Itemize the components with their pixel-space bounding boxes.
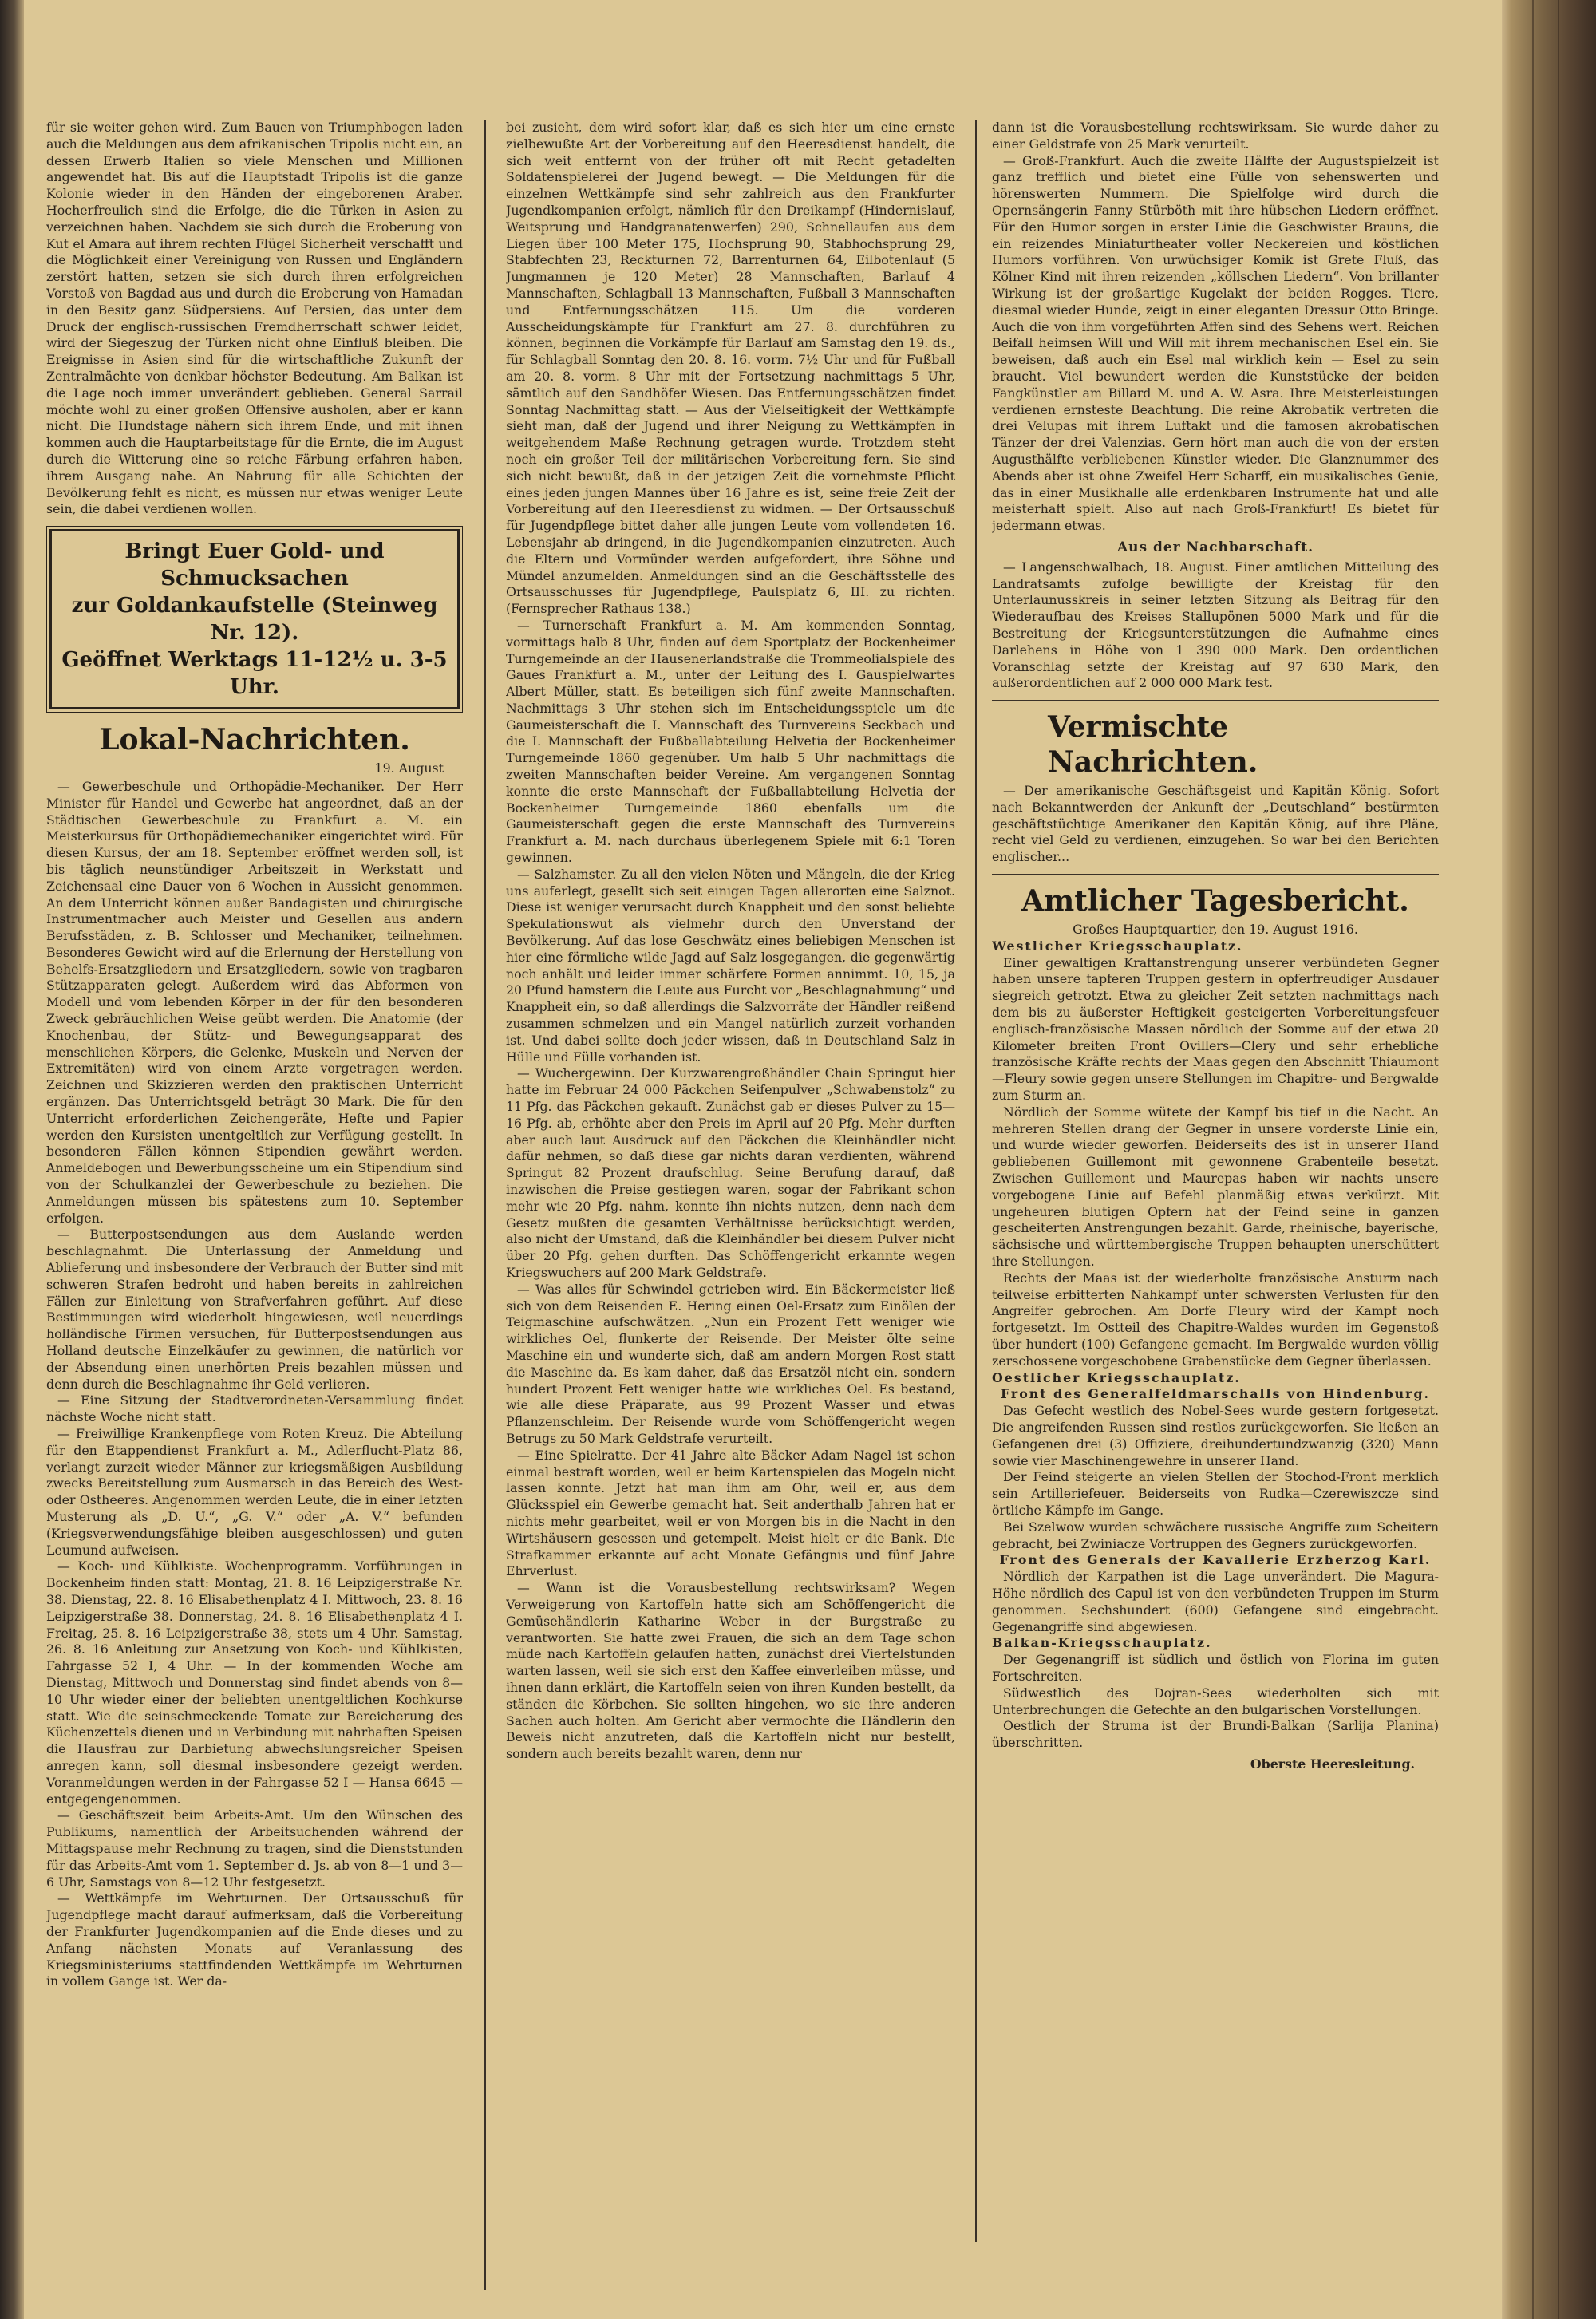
column-2 xyxy=(506,120,955,2282)
article-arbeitsamt: — Geschäftszeit beim Arbeits-Amt. Um den Wünschen des Publikums, namentlich der Arbeitsuchenden während der Mittagspause mehr Rechnung zu tragen, sind die Dienststunden für das Arbeits-Amt vom 1. September d. Js. ab von 8—1 und 3—6 Uhr, Samstags von 8—12 Uhr festgesetzt. xyxy=(46,1807,463,1890)
article-text: für sie weiter gehen wird. Zum Bauen von Triumphbogen laden auch die Meldungen aus dem afrikanischen Tripolis nicht ein, an dessen Erwerb Italien so viele Menschen und Millionen angewendet hat. Bis auf die Hauptstadt Tripolis ist die ganze Kolonie wieder in den Händen der eingeborenen Araber. Hocherfreulich sind die Erfolge, die die Türken in Asien zu verzeichnen haben. Nachdem sie sich durch die Eroberung von Kut el Amara auf ihrem rechten Flügel Sicherheit verschafft und die Möglichkeit einer Vereinigung von Russen und Engländern zerstört hatten, setzen sie sich durch ihren erfolgreichen Vorstoß von Bagdad aus und durch die Eroberung von Hamadan in den Besitz ganz Südpersiens. Auf Persien, das unter dem Druck der englisch-russischen Fremdherrschaft schwer leidet, wird der Siegeszug der Türken nicht ohne Einfluß bleiben. Die Ereignisse in Asien sind für die wirtschaftliche Zukunft der Zentralmächte von denkbar höchster Bedeutung. Am Balkan ist die Lage noch immer unverändert geblieben. General Sarrail möchte wohl zu einer großen Offensive ausholen, aber er kann nicht. Die Hundstage nähern sich ihrem Ende, und mit ihnen kommen auch die Hauptarbeitstage für die Ernte, die im August durch die Witterung eine so reiche Färbung erfahren haben, ihrem Ausgang nahe. An Nahrung für alle Schichten der Bevölkerung fehlt es nicht, es müssen nur etwas weniger Leute sein, die dabei verdienen wollen. xyxy=(46,120,463,517)
ad-line: Bringt Euer Gold- und Schmucksachen xyxy=(124,539,385,591)
article-wehrturnen: — Wettkämpfe im Wehrturnen. Der Ortsausschuß für Jugendpflege macht darauf aufmerksam, daß die Vorbereitung der Frankfurter Jugendkompanien auf die Ende dieses und zu Anfang nächsten Monats auf Veranlassung des Kriegsministeriums stattfindenden Wettkämpfe im Wehrturnen in vollem Gange ist. Wer da- xyxy=(46,1890,463,1989)
article-butter: — Butterpostsendungen aus dem Auslande werden beschlagnahmt. Die Unterlassung der Anmeldung und Ablieferung und insbesondere der Verbrauch der Butter sind mit schweren Strafen bedroht und haben bereits in zahlreichen Fällen zur Einleitung von Strafverfahren geführt. Auf diese Bestimmungen wird wiederholt hingewiesen, weil neuerdings holländische Firmen versuchen, für Butterpostsendungen aus Holland deutsche Einzelkäufer zu gewinnen, die natürlich vor der Absendung einen unerhörten Preis bezahlen müssen und denn durch die Beschlagnahme ihr Geld verlieren. xyxy=(46,1227,463,1392)
right-binding xyxy=(1502,0,1596,2319)
report-paragraph: Der Gegenangriff ist südlich und östlich von Florina im guten Fortschreiten. xyxy=(992,1652,1439,1684)
signature: Oberste Heeresleitung. xyxy=(1250,1756,1415,1772)
ad-line: Geöffnet Werktags 11-12½ u. 3-5 Uhr. xyxy=(61,648,448,700)
article-salzhamster: — Salzhamster. Zu all den vielen Nöten und Mängeln, die der Krieg uns auferlegt, gesellt sich seit einigen Tagen allerorten eine Salznot. Diese ist weniger verursacht durch Knappheit und den sonst beliebte Spekulationswut als vielmehr durch den Unverstand der Bevölkerung. Auf das lose Geschwätz eines beliebigen Menschen ist hier eine förmliche wilde Jagd auf Salz losgegangen, die gegenwärtig noch anhält und leider immer schärfere Formen annimmt. 10, 15, ja 20 Pfund hamstern die Leute aus Furcht vor „Beschlagnahmung“ und Knappheit ein, so daß allerdings die Salzvorräte der Händler reißend zusammen schmelzen und ein Mangel natürlich zurzeit vorhanden ist. Und dabei sollte doch jeder wissen, daß in Deutschland Salz in Hülle und Fülle vorhanden ist. xyxy=(506,866,955,1065)
west-front-heading: Westlicher Kriegsschauplatz. xyxy=(992,938,1243,954)
article-turnerschaft: — Turnerschaft Frankfurt a. M. Am kommenden Sonntag, vormittags halb 8 Uhr, finden auf dem Sportplatz der Bockenheimer Turngemeinde an der Hausenerlandstraße die Trommeolialspiele des Gaues Frankfurt a. M., unter der Leitung des I. Gauspielwartes Albert Müller, statt. Es beteiligen sich fünf zweite Mannschaften. Nachmittags 3 Uhr stehen sich im Entscheidungsspiele um die Gaumeisterschaft die I. Mannschaft des Turnvereins Seckbach und die I. Mannschaft der Fußballabteilung Helvetia der Bockenheimer Turngemeinde 1860 gegenüber. Um halb 5 Uhr nachmittags die zweiten Mannschaften beider Vereine. Am vergangenen Sonntag konnte die erste Mannschaft der Fußballabteilung Helvetia der Bockenheimer Turngemeinde 1860 ebenfalls um die Gaumeisterschaft gegen die erste Mannschaft des Turnvereins Frankfurt a. M. nach durchaus überlegenem Spiele mit 6:1 Toren gewinnen. xyxy=(506,617,955,866)
gold-ad-box xyxy=(49,529,460,709)
article-text: bei zusieht, dem wird sofort klar, daß es sich hier um eine ernste zielbewußte Art der Vorbereitung auf den Heeresdienst handelt, die sich weit entfernt von der früher oft mit Recht getadelten Soldatenspielerei der Jugend bewegt. — Die Meldungen für die einzelnen Wettkämpfe sind sehr zahlreich aus den Frankfurter Jugendkompanien erfolgt, nämlich für den Dreikampf (Hindernislauf, Weitsprung und Handgranatenwerfen) 290, Schnellaufen aus dem Liegen über 100 Meter 175, Hochsprung 90, Stabhochsprung 29, Stabfechten 23, Reckturnen 72, Barrenturnen 64, Eilbotenlauf (5 Jungmannen je 120 Meter) 28 Mannschaften, Barlauf 4 Mannschaften, Schlagball 13 Mannschaften, Fußball 3 Mannschaften und Entfernungsschätzen 115. Um die vorderen Ausscheidungskämpfe für Frankfurt am 27. 8. durchführen zu können, beginnen die Vorkämpfe für Barlauf am Samstag den 19. ds., für Schlagball Sonntag den 20. 8. 16. vorm. 7½ Uhr und für Fußball am 20. 8. vorm. 8 Uhr mit der Fortsetzung nachmittags 5 Uhr, sämtlich auf den Sandhöfer Wiesen. Das Entfernungsschätzen findet Sonntag Nachmittag statt. — Aus der Vielseitigkeit der Wettkämpfe sieht man, daß der Jugend und ihrer Neigung zu Wettkämpfen in weitgehendem Maße Rechnung getragen wurde. Trotzdem steht noch ein großer Teil der militärischen Vorbereitung fern. Sie sind sich nicht bewußt, daß in der jetzigen Zeit die vornehmste Pflicht eines jeden jungen Mannes über 16 Jahre es ist, seine freie Zeit der Vorbereitung auf den Heeresdienst zu widmen. — Der Ortsausschuß für Jugendpflege bittet daher alle jungen Leute vom vollendeten 16. Lebensjahr ab dringend, in die Jugendkompanien einzutreten. Auch die Eltern und Vormünder werden aufgefordert, ihre Söhne und Mündel anzumelden. Anmeldungen sind an die Geschäftsstelle des Ortsausschusses für Jugendpflege, Paulsplatz 6, III. zu richten. (Fernsprecher Rathaus 138.) xyxy=(506,120,955,617)
section-divider xyxy=(992,874,1439,875)
column-rule xyxy=(484,120,486,2290)
article-krankenpflege: — Freiwillige Krankenpflege vom Roten Kreuz. Die Abteilung für den Etappendienst Frankfurt a. M., Adlerflucht-Platz 86, verlangt zurzeit wieder Männer zur kriegsmäßigen Ausbildung zwecks Bereitstellung zum Ausmarsch in das Bereich des West- oder Ostheeres. Angenommen werden Leute, die in einer letzten Musterung als „D. U.“, „G. V.“ oder „A. V.“ befunden (Kriegsverwendungsfähige bleiben ausgeschlossen) und guten Leumund aufweisen. xyxy=(46,1426,463,1558)
lokal-nachrichten-heading: Lokal-Nachrichten. xyxy=(99,723,410,757)
balkan-heading: Balkan-Kriegsschauplatz. xyxy=(992,1635,1212,1651)
left-binding xyxy=(0,0,24,2319)
article-spielratte: — Eine Spielratte. Der 41 Jahre alte Bäcker Adam Nagel ist schon einmal bestraft worden, weil er beim Kartenspielen das Mogeln nicht lassen konnte. Jetzt hat man ihm am Ohr, weil er, aus dem Glücksspiel ein Gewerbe gemacht hat. Seit anderthalb Jahren hat er nichts mehr gearbeitet, weil er von Morgen bis in die Nacht in den Wirtshäusern gesessen und getempelt. Meist hielt er die Bank. Die Strafkammer erkannte auf acht Monate Gefängnis und fünf Jahre Ehrverlust. xyxy=(506,1447,955,1579)
report-paragraph: Oestlich der Struma ist der Brundi-Balkan (Sarlija Planina) überschritten. xyxy=(992,1718,1439,1751)
article-vorausbestellung: — Wann ist die Vorausbestellung rechtswirksam? Wegen Verweigerung von Kartoffeln hatte sich am Schöffengericht die Gemüsehändlerin Katharine Weber in der Burgstraße zu verantworten. Sie hatte zwei Frauen, die sich an dem Tage schon müde nach Kartoffeln gelaufen hatten, zunächst drei Viertelstunden warten lassen, weil sie sich erst den Kaffee einverleiben müsse, und ihnen dann erklärt, die Kartoffeln seien von ihren Kunden bestellt, da ständen die Körbchen. Sie sollten hingehen, wo sie ihre anderen Sachen auch holten. Am Gericht aber vermochte die Händlerin den Beweis nicht anzutreten, daß die Kartoffeln nicht nur bestellt, sondern auch bereits bezahlt waren, denn nur xyxy=(506,1580,955,1762)
column-rule xyxy=(975,120,977,2242)
article-gewerbeschule: — Gewerbeschule und Orthopädie-Mechaniker. Der Herr Minister für Handel und Gewerbe hat angeordnet, daß an der Städtischen Gewerbeschule zu Frankfurt a. M. ein Meisterkursus für Orthopädiemechaniker eingerichtet wird. Für diesen Kursus, der am 18. September eröffnet werden soll, ist bis täglich neunstündiger Arbeitszeit in Werkstatt und Zeichensaal eine Dauer von 6 Wochen in Aussicht genommen. An dem Unterricht können außer Bandagisten und chirurgische Instrumentmacher auch Meister und Gesellen aus andern Berufsstäden, z. B. Schlosser und Mechaniker, teilnehmen. Besonderes Gewicht wird auf die Erlernung der Herstellung von Behelfs-Ersatzgliedern und Ersatzgliedern, sowie von tragbaren Stützapparaten gelegt. Außerdem wird das Abformen von Modell und vom lebenden Körper in der für den besonderen Zweck gebräuchlichen Weise geübt werden. Die Anatomie (der Knochenbau, der Stütz- und Bewegungsapparat des menschlichen Körpers, die Gelenke, Muskeln und Nerven der Extremitäten) wird von einem Arzte vorgetragen werden. Zeichnen und Skizzieren werden den praktischen Unterricht ergänzen. Das Unterrichtsgeld beträgt 30 Mark. Die für den Unterricht erforderlichen Zeichengeräte, Hefte und Papier werden den Kursisten unentgeltlich zur Verfügung gestellt. In besonderen Fällen können Stipendien gewährt werden. Anmeldebogen und Bewerbungsscheine um ein Stipendium sind von der Schulkanzlei der Gewerbeschule zu beziehen. Die Anmeldungen müssen bis spätestens zum 10. September erfolgen. xyxy=(46,778,463,1226)
report-paragraph: Das Gefecht westlich des Nobel-Sees wurde gestern fortgesetzt. Die angreifenden Russen sind restlos zurückgeworfen. Sie ließen an Gefangenen drei (3) Offiziere, dreihundertundzwanzig (320) Mann sowie vier Maschinengewehre in unserer Hand. xyxy=(992,1403,1439,1468)
report-paragraph: Nördlich der Somme wütete der Kampf bis tief in die Nacht. An mehreren Stellen drang der Gegner in unsere vorderste Linie ein, und wurde wieder geworfen. Beiderseits des ist in unserer Hand gebliebenen Guillemont mit gewonnene Grabenteile besetzt. Zwischen Guillemont und Maurepas haben wir nachts unsere vorgebogene Linie auf Befehl planmäßig etwas verkürzt. Mit ungeheuren blutigen Opfern hat der Feind seine in ganzen gescheiterten Anstrengungen bezahlt. Garde, rheinische, bayerische, sächsische und württembergische Truppen behaupten unerschüttert ihre Stellungen. xyxy=(992,1104,1439,1270)
article-text: dann ist die Vorausbestellung rechtswirksam. Sie wurde daher zu einer Geldstrafe von 25 Mark verurteilt. xyxy=(992,120,1439,152)
column-3 xyxy=(992,120,1439,2242)
report-paragraph: Südwestlich des Dojran-Sees wiederholten sich mit Unterbrechungen die Gefechte an den bulgarischen Vorstellungen. xyxy=(992,1685,1439,1717)
report-paragraph: Der Feind steigerte an vielen Stellen der Stochod-Front merklich sein Artilleriefeuer. Beiderseits von Rudka—Czerewiszcze sind örtliche Kämpfe im Gange. xyxy=(992,1469,1439,1518)
ad-line: zur Goldankaufstelle (Steinweg Nr. 12). xyxy=(71,594,438,646)
article-stadtverordnete: — Eine Sitzung der Stadtverordneten-Versammlung findet nächste Woche nicht statt. xyxy=(46,1393,463,1425)
report-paragraph: Bei Szelwow wurden schwächere russische Angriffe zum Scheitern gebracht, bei Zwiniacze Vortruppen des Gegners zurückgeworfen. xyxy=(992,1519,1439,1551)
report-paragraph: Einer gewaltigen Kraftanstrengung unserer verbündeten Gegner haben unsere tapferen Truppen gestern in opferfreudiger Ausdauer siegreich getrotzt. Etwa zu gleicher Zeit setzten nachmittags nach dem bis zu äußerster Heftigkeit gesteigerten Vorbereitungsfeuer englisch-französische Massen nördlich der Somme auf der etwa 20 Kilometer breiten Front Ovillers—Clery und sehr erhebliche französische Kräfte rechts der Maas gegen den Abschnitt Thiaumont—Fleury sowie gegen unsere Stellungen im Chapitre- und Bergwalde zum Sturm an. xyxy=(992,954,1439,1104)
nachbarschaft-heading: Aus der Nachbarschaft. xyxy=(1116,539,1314,555)
spine-stripe xyxy=(1558,0,1559,2319)
section-divider xyxy=(992,700,1439,701)
article-kochkiste: — Koch- und Kühlkiste. Wochenprogramm. Vorführungen in Bockenheim finden statt: Montag, 21. 8. 16 Leipzigerstraße Nr. 38. Dienstag, 22. 8. 16 Elisabethenplatz 4 I. Mittwoch, 23. 8. 16 Leipzigerstraße 38. Donnerstag, 24. 8. 16 Elisabethenplatz 4 I. Freitag, 25. 8. 16 Leipzigerstraße 38, stets um 4 Uhr. Samstag, 26. 8. 16 Anleitung zur Ansetzung von Koch- und Kühlkisten, Fahrgasse 52 I, 4 Uhr. — In der kommenden Woche am Dienstag, Mittwoch und Donnerstag sind findet abends von 8—10 Uhr wieder einer der beliebten unentgeltlichen Kochkurse statt. Wie die seinschmeckende Tomate zur Bereicherung des Küchenzettels dienen und in Verbindung mit nahrhaften Speisen die Hausfrau zur Darbietung abwechslungsreicher Speisen anregen kann, soll diesmal insbesondere gezeigt werden. Voranmeldungen werden in der Fahrgasse 52 I — Hansa 6645 — entgegengenommen. xyxy=(46,1559,463,1807)
report-paragraph: Nördlich der Karpathen ist die Lage unverändert. Die Magura-Höhe nördlich des Capul ist von den verbündeten Truppen im Sturm genommen. Sechshundert (600) Gefangene sind eingebracht. Gegenangriffe sind abgewiesen. xyxy=(992,1569,1439,1634)
article-schwindel: — Was alles für Schwindel getrieben wird. Ein Bäckermeister ließ sich von dem Reisenden E. Hering einen Oel-Ersatz zum Einölen der Teigmaschine aufschwätzen. „Nun ein Prozent Fett weniger wie wirkliches Oel, flunkerte der Reisende. Der Meister ölte seine Maschine ein und wunderte sich, daß am andern Morgen Rost statt die Maschine da. Es kam daher, daß das Ersatzöl nicht ein, sondern hundert Prozent Fett weniger hatte wie wirkliches Oel. Es bestand, wie alle diese Präparate, aus 99 Prozent Wasser und etwas Pflanzenschleim. Der Reisende wurde vom Schöffengericht wegen Betrugs zu 50 Mark Geldstrafe verurteilt. xyxy=(506,1281,955,1446)
article-wuchergewinn: — Wuchergewinn. Der Kurzwarengroßhändler Chain Springut hier hatte im Februar 24 000 Päckchen Seifenpulver „Schwabenstolz“ zu 11 Pfg. das Päckchen gekauft. Zunächst gab er dieses Pulver zu 15—16 Pfg. ab, erhöhte aber den Preis im April auf 20 Pfg. Mehr durften aber auch laut Ausdruck auf den Päckchen die Kleinhändler nicht dafür nehmen, so daß diese gar nichts daran verdienten, während Springut 82 Prozent draufschlug. Seine Berufung darauf, daß inzwischen die Preise gestiegen waren, sogar der Fabrikant schon mehr wie 20 Pfg. nahm, konnte ihn nichts nutzen, denn nach dem Gesetz mußten die gesamten Verhältnisse berücksichtigt werden, also nicht der Umstand, daß die Kleinhändler bei diesem Pulver nicht über 20 Pfg. gehen durften. Das Schöffengericht erkannte wegen Kriegswuchers auf 200 Mark Geldstrafe. xyxy=(506,1065,955,1280)
article-geschaeftsgeist: — Der amerikanische Geschäftsgeist und Kapitän König. Sofort nach Bekanntwerden der Ankunft der „Deutschland“ bestürmten geschäftstüchtige Amerikaner den Kapitän König, auf ihre Pläne, recht viel Geld zu verdienen, einzugehen. So war bei den Berichten englischer... xyxy=(992,783,1439,865)
tagesbericht-dateline: Großes Hauptquartier, den 19. August 1916. xyxy=(1073,922,1358,938)
article-gross-frankfurt: — Groß-Frankfurt. Auch die zweite Hälfte der Augustspielzeit ist ganz trefflich und bietet eine Fülle von sehenswerten und hörenswerten Nummern. Die Spielfolge wird durch die Opernsängerin Fanny Stürböth mit ihre hübschen Liedern eröffnet. Für den Humor sorgen in erster Linie die Geschwister Brauns, die ein reizendes Miniaturtheater voller Neckereien und köstlichen Humors vorführen. Von urwüchsiger Komik ist Grete Fluß, das Kölner Kind mit ihren reizenden „köllschen Liedern“. Von brillanter Wirkung ist der großartige Kugelakt der beiden Rogges. Tiere, diesmal wieder Hunde, zeigt in einer eleganten Dressur Otto Bringe. Auch die von ihm vorgeführten Affen sind des Sehens wert. Reichen Beifall heimsen Will und Will mit ihrem mechanischen Esel ein. Sie beweisen, daß auch ein Esel mal wirklich kein — Esel zu sein braucht. Viel bewundert werden die Kunststücke der beiden Fangkünstler am Billard M. und A. W. Asra. Ihre Meisterleistungen verdienen ernsteste Beachtung. Die reine Akrobatik vertreten die drei Velupas mit ihrem Luftakt und die famosen akrobatischen Tänzer der drei Valenzias. Gern hört man auch die von der ersten Augusthälfte verbliebenen Künstler wieder. Die Glanznummer des Abends aber ist ohne Zweifel Herr Scharff, ein musikalisches Genie, das in einer Musikhalle alle erdenkbaren Instrumente hat und alle meisterhaft spielt. Also auf nach Groß-Frankfurt! Es bietet für jedermann etwas. xyxy=(992,152,1439,534)
article-langenschwalbach: — Langenschwalbach, 18. August. Einer amtlichen Mitteilung des Landratsamts zufolge bewilligte der Kreistag für den Unterlaunusskreis in seiner letzten Sitzung als Beitrag für den Wiederaufbau des Kreises Stallupönen 5000 Mark und für die Bestreitung der Kriegsunterstützungen die Aufnahme eines Darlehens in Höhe von 1 390 000 Mark. Den ordentlichen Voranschlag setzte der Kreistag auf 97 630 Mark, den außerordentlichen auf 2 000 000 Mark fest. xyxy=(992,559,1439,691)
section-date: 19. August xyxy=(374,760,444,776)
erzherzog-karl-subheading: Front des Generals der Kavallerie Erzherzog Karl. xyxy=(999,1552,1432,1568)
ost-front-heading: Oestlicher Kriegsschauplatz. xyxy=(992,1369,1241,1385)
vermischte-nachrichten-heading: Vermischte Nachrichten. xyxy=(1048,710,1258,780)
column-1 xyxy=(46,120,463,2290)
tagesbericht-heading: Amtlicher Tagesbericht. xyxy=(1021,884,1409,919)
report-paragraph: Rechts der Maas ist der wiederholte französische Ansturm nach teilweise erbitterten Nahkampf unter schwersten Verlusten für den Angreifer gebrochen. Am Dorfe Fleury wird der Kampf noch fortgesetzt. Im Ostteil des Chapitre-Waldes wurden im Gegenstoß über hundert (100) Gefangene gemacht. Im Bergwalde wurden völlig zerschossene vorgeschobene Grabenstücke dem Gegner überlassen. xyxy=(992,1270,1439,1369)
spine-stripe xyxy=(1532,0,1534,2319)
hindenburg-subheading: Front des Generalfeldmarschalls von Hindenburg. xyxy=(1000,1386,1431,1402)
